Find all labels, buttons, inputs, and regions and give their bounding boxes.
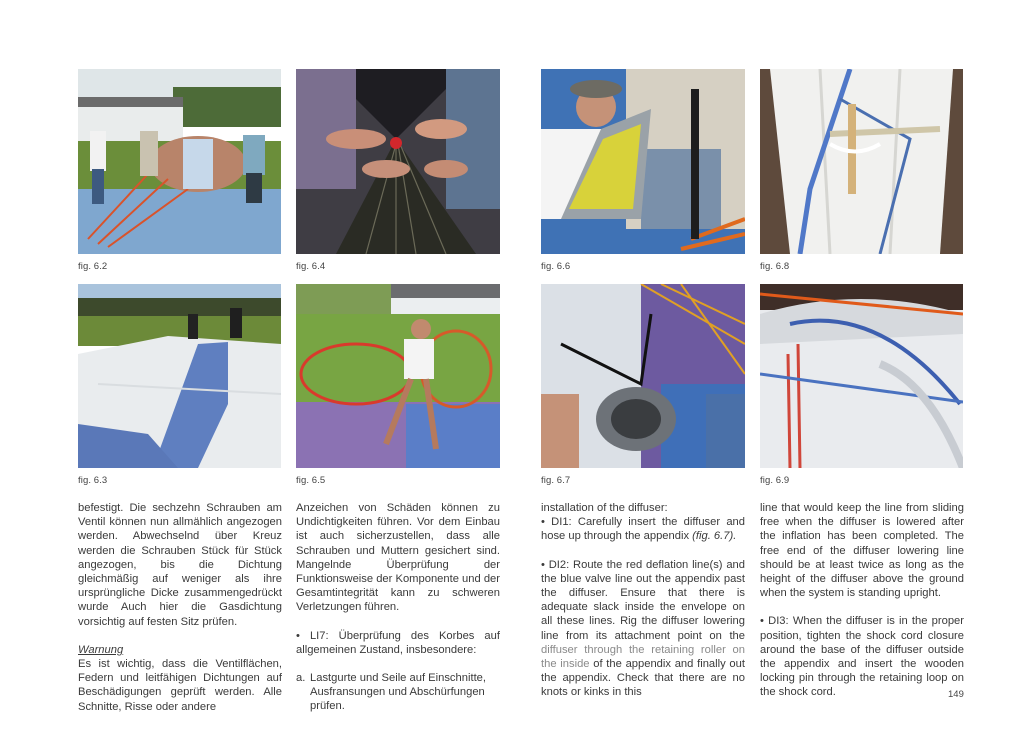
list-item-label: a.	[296, 672, 306, 685]
photo-fig-6-8	[760, 69, 963, 254]
text-column-4	[760, 501, 964, 700]
photo-fig-6-3	[78, 284, 281, 468]
page-number: 149	[948, 689, 964, 700]
photo-fig-6-4	[296, 69, 500, 254]
list-item	[296, 671, 500, 714]
photo-fig-6-5	[296, 284, 500, 468]
photo-fig-6-6	[541, 69, 745, 254]
paragraph: line that would keep the line from sliding free when the diffuser is lowered after the inflation has been completed. The free end of the diffuser lowering line should be at least twice as long as the height of the diffuser above the ground when the system is standing upright.	[760, 502, 964, 600]
photo-fig-6-9	[760, 284, 963, 468]
caption-fig-6-7: fig. 6.7	[541, 475, 571, 486]
caption-fig-6-5: fig. 6.5	[296, 475, 326, 486]
caption-fig-6-8: fig. 6.8	[760, 261, 790, 272]
text-column-1	[78, 501, 282, 714]
bullet-di1: • DI1: Carefully insert the diffuser and hose up through the appendix (fig. 6.7).	[541, 516, 745, 543]
caption-fig-6-4: fig. 6.4	[296, 261, 326, 272]
bullet-li7: • LI7: Überprüfung des Korbes auf allgemeinen Zustand, insbesondere:	[296, 629, 500, 656]
caption-fig-6-2: fig. 6.2	[78, 261, 108, 272]
text-column-3	[541, 501, 745, 700]
paragraph: Anzeichen von Schäden können zu Undichtigkeiten führen. Vor dem Einbau ist auch sicherzustellen, dass alle Schrauben und Muttern gesichert sind. Mangelnde Überprüfung der Funktionsweise der Komponente und der Gesamtintegrität kann zu schweren Verletzungen führen.	[296, 502, 500, 614]
bullet-di3: • DI3: When the diffuser is in the proper position, tighten the shock cord closure around the base of the diffuser outside the appendix and insert the wooden locking pin through the retaining loop on the shock cord.	[760, 615, 964, 699]
photo-fig-6-7	[541, 284, 745, 468]
paragraph: befestigt. Die sechzehn Schrauben am Ventil können nun allmählich angezogen werden. Abwechselnd über Kreuz werden die Schrauben Stück für Stück angezogen, bis die Dichtung gleichmäßig auf weniger als ihre ursprüngliche Dicke zusammengedrückt wurde Auch hier die Gasdichtung vorsichtig auf festen Sitz prüfen.	[78, 502, 282, 628]
photo-fig-6-2	[78, 69, 281, 254]
paragraph: installation of the diffuser:	[541, 502, 668, 514]
caption-fig-6-9: fig. 6.9	[760, 475, 790, 486]
paragraph: Es ist wichtig, dass die Ventilflächen, Federn und leitfähigen Dichtungen auf Beschädigungen geprüft werden. Alle Schnitte, Risse oder andere	[78, 658, 282, 713]
bullet-di2: • DI2: Route the red deflation line(s) and the blue valve line out the appendix past the diffuser. Ensure that there is adequate slack inside the envelope on all these lines. Rig the diffuser lowering line from its attachment point on the diffuser through the retaining roller on the inside of the appendix and finally out the appendix. Check that there are no knots or kinks in this	[541, 558, 745, 699]
text-column-2	[296, 501, 500, 714]
caption-fig-6-6: fig. 6.6	[541, 261, 571, 272]
caption-fig-6-3: fig. 6.3	[78, 475, 108, 486]
figure-reference: (fig. 6.7).	[692, 530, 737, 543]
list-item-text: Lastgurte und Seile auf Einschnitte, Ausfransungen und Abschürfungen prüfen.	[310, 672, 487, 713]
warning-heading: Warnung	[78, 643, 124, 656]
